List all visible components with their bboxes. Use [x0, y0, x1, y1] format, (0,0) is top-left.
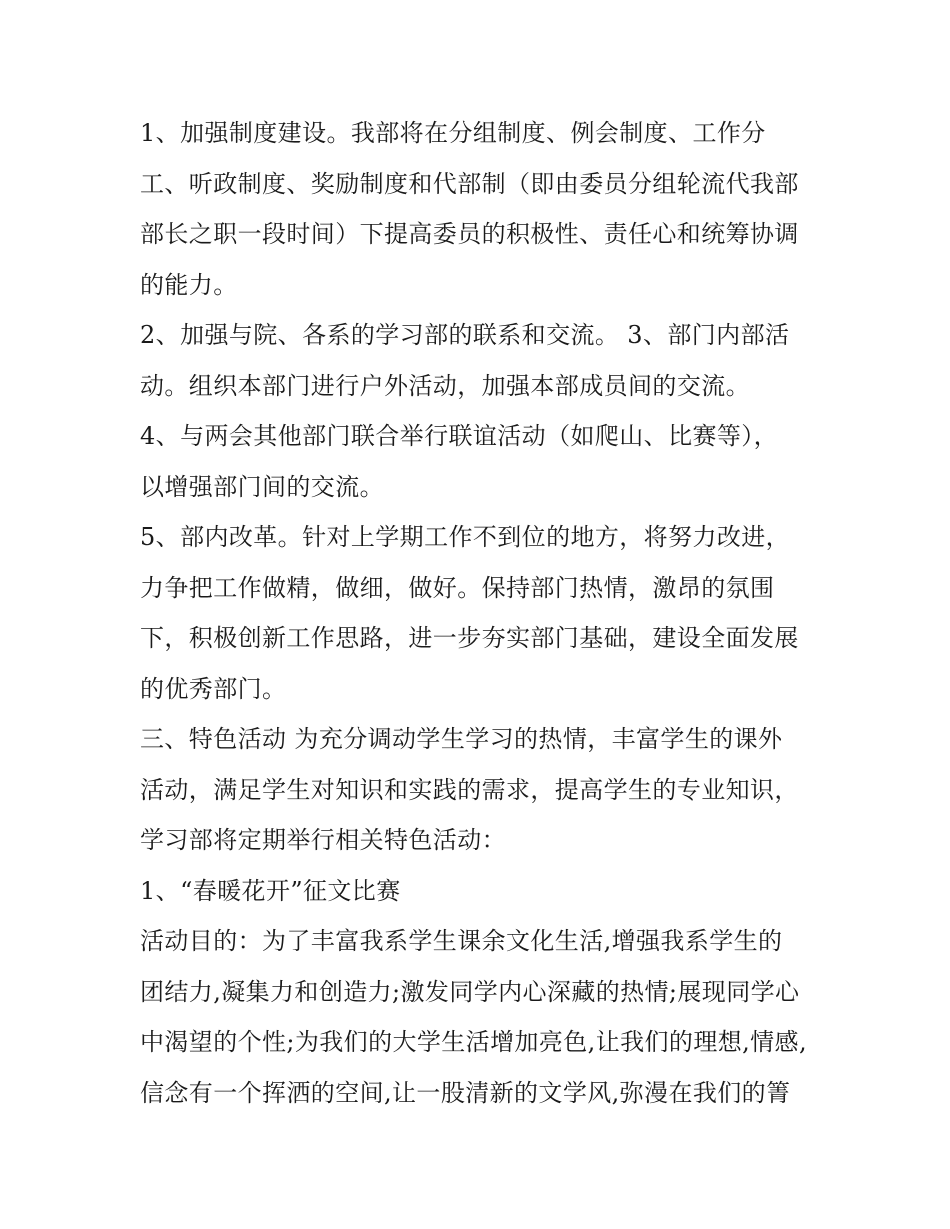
text-line: 以增强部门间的交流。 [140, 472, 384, 501]
text-line: 活动，满足学生对知识和实践的需求，提高学生的专业知识， [140, 775, 799, 804]
text-line: 动。组织本部门进行户外活动，加强本部成员间的交流。 [140, 371, 750, 400]
text-line: 中渴望的个性;为我们的大学生活增加亮色,让我们的理想,情感, [140, 1028, 807, 1056]
text-line: 的优秀部门。 [140, 674, 287, 703]
text-line: 团结力,凝集力和创造力;激发同学内心深藏的热情;展现同学心 [140, 977, 800, 1006]
document-body [140, 108, 820, 1118]
text-line: 4、与两会其他部门联合举行联谊活动（如爬山、比赛等）， [140, 422, 779, 450]
text-line: 2、加强与院、各系的学习部的联系和交流。 3、部门内部活 [140, 321, 790, 349]
text-line: 1、加强制度建设。我部将在分组制度、例会制度、工作分 [140, 119, 766, 147]
text-line: 5、部内改革。针对上学期工作不到位的地方，将努力改进， [140, 523, 791, 551]
text-line: 三、特色活动 为充分调动学生学习的热情，丰富学生的课外 [140, 725, 783, 753]
text-line: 下，积极创新工作思路，进一步夯实部门基础，建设全面发展 [140, 624, 799, 652]
text-line: 学习部将定期举行相关特色活动： [140, 826, 506, 854]
text-line: 信念有一个挥洒的空间,让一股清新的文学风,弥漫在我们的箐 [140, 1078, 791, 1107]
text-line: 力争把工作做精，做细，做好。保持部门热情，激昂的氛围 [140, 573, 775, 602]
text-line: 部长之职一段时间）下提高委员的积极性、责任心和统筹协调 [140, 220, 799, 248]
text-line: 工、听政制度、奖励制度和代部制（即由委员分组轮流代我部 [140, 169, 799, 198]
text-line: 活动目的：为了丰富我系学生课余文化生活,增强我系学生的 [140, 927, 783, 955]
text-line: 1、“春暖花开”征文比赛 [140, 876, 401, 905]
text-line: 的能力。 [140, 270, 238, 299]
